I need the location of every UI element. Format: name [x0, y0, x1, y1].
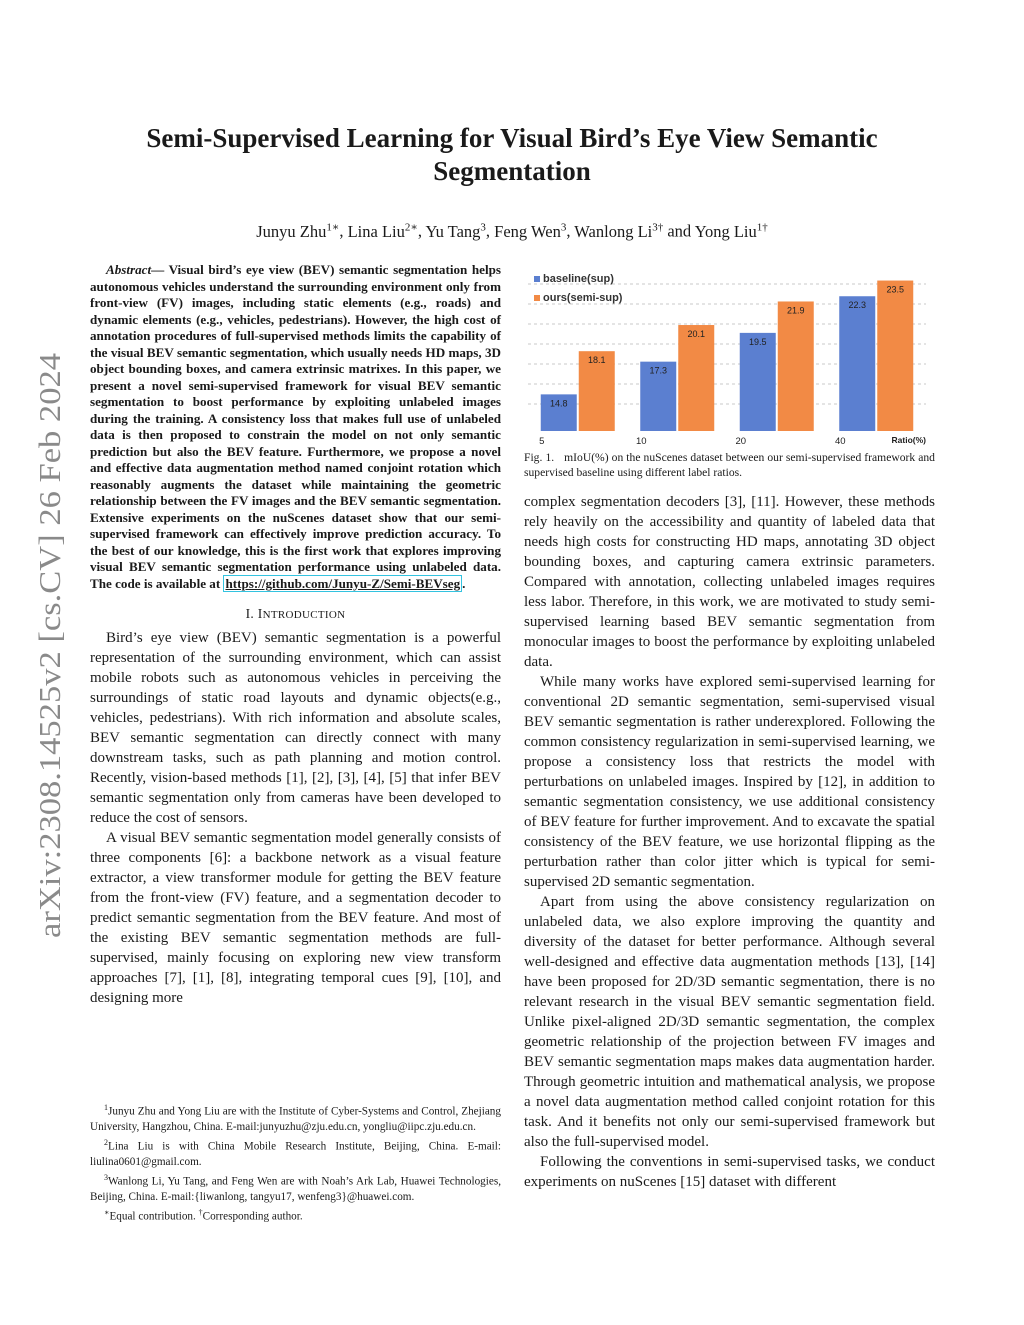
right-column: [524, 268, 935, 1192]
bar-chart: [524, 268, 935, 448]
footnotes: [90, 1100, 501, 1225]
footnote: ∗Equal contribution. †Corresponding author.: [104, 1208, 303, 1224]
abstract-label: Abstract: [106, 262, 152, 277]
bar: [839, 296, 875, 431]
author-entry: Junyu Zhu$^{1∗}$: [256, 221, 340, 241]
figure-1-chart: [524, 268, 935, 448]
body-paragraph: A visual BEV semantic segmentation model generally consists of three components [6]: a backbone network as a visual feature extractor, a view transformer module for getting the BEV feature from the front-view (FV) feature, and a segmentation decoder to predict semantic segmentation from the BEV feature. And most of the existing BEV semantic segmentation methods are full-supervised, mainly focusing on exploring new view transform approaches [7], [1], [8], integrating temporal cues [9], [10], and designing more: [90, 830, 501, 1006]
author-entry: Lina Liu$^{2∗}$: [347, 221, 418, 241]
legend-swatch: [534, 276, 540, 282]
figure-label: Fig. 1.: [524, 451, 555, 464]
body-paragraph: Following the conventions in semi-supervised tasks, we conduct experiments on nuScenes [15] dataset with different: [524, 1154, 935, 1190]
footnote: $^3$Wanlong Li, Yu Tang, and Feng Wen are with Noah’s Ark Lab, Huawei Technologies, Beijing, China. E-mail:{liwanlong, tangyu17, wenfeng3}@huawei.com.: [90, 1173, 501, 1204]
author-entry: Yu Tang$^3$: [425, 221, 486, 241]
code-link[interactable]: https://github.com/Junyu-Z/Semi-BEVseg: [225, 575, 461, 591]
paper-title: Semi-Supervised Learning for Visual Bird’s Eye View Semantic Segmentation: [146, 123, 878, 186]
legend-swatch: [534, 295, 540, 301]
body-paragraph: While many works have explored semi-supervised learning for conventional 2D semantic segmentation, semi-supervised visual BEV semantic segmentation is rather underexplored. Following the common consistency regularization in semi-supervised learning, we propose a consistency loss that restricts the model with perturbations on unlabeled images. Inspired by [12], in addition to semantic segmentation consistency, we use additional consistency of BEV feature for further improvement. And to excavate the spatial consistency of the BEV feature, we use horizontal flipping as the perturbation rather than color jitter which is typical for semi-supervised 2D semantic segmentation.: [524, 674, 935, 890]
bar: [740, 333, 776, 431]
data-label: 19.5: [748, 336, 767, 347]
x-axis-label: Ratio(%): [891, 435, 926, 445]
data-label: 20.1: [687, 329, 706, 340]
x-tick-label: 40: [834, 436, 846, 447]
figure-caption-text: mIoU(%) on the nuScenes dataset between our semi-supervised framework and supervised baseline using different label ratios.: [524, 451, 935, 479]
bar: [678, 325, 714, 431]
figure-caption: [524, 450, 935, 480]
author-entry: Wanlong $Li^{3\dagger}$: [574, 221, 664, 241]
x-tick-label: 10: [635, 436, 647, 447]
data-label: 22.3: [848, 300, 867, 311]
body-paragraph: Apart from using the above consistency regularization on unlabeled data, we also explore improving the quantity and diversity of the dataset for better performance. Although several well-designed and effective data augmentation methods [13], [14] have been proposed for 2D/3D semantic segmentation, there is no relevant research in the visual BEV semantic segmentation field. Unlike pixel-aligned 2D/3D semantic segmentation, the complex geometric relationship of the projection between FV images and BEV semantic segmentation maps makes data augmentation harder. Through geometric intuition and mathematical analysis, we propose a novel data augmentation method called conjoint rotation for this task. And it benefits not only our semi-supervised framework but also the full-supervised model.: [524, 894, 935, 1150]
data-label: 17.3: [649, 365, 668, 376]
bar: [877, 281, 913, 431]
body-paragraph: Bird’s eye view (BEV) semantic segmentation is a powerful representation of the surrounding environment, which can assist mobile robots such as autonomous vehicles in perceiving the surroundings of static road layouts and dynamic objects(e.g., vehicles, pedestrians). With rich information and absolute scales, BEV semantic segmentation can directly connect with many downstream tasks, such as path planning and motion control. Recently, vision-based methods [1], [2], [3], [4], [5] that infer BEV semantic segmentation only from cameras have been developed to reduce the cost of sensors.: [90, 630, 501, 826]
arxiv-stamp-text: arXiv:2308.14525v2 [cs.CV] 26 Feb 2024: [33, 421, 67, 938]
arxiv-stamp: [28, 350, 68, 940]
bar: [778, 301, 814, 431]
author-entry: Feng Wen$^3$: [494, 221, 567, 241]
data-label: 21.9: [786, 305, 805, 316]
left-column: [90, 262, 501, 1008]
author-list: Junyu Zhu$^{1∗}$, Lina Liu$^{2∗}$, Yu Tang$^3$, Feng Wen$^3$, Wanlong $Li^{3\dagger}$ and Yong Liu$^{1\dagger}$: [256, 221, 768, 241]
footnote: $^1$Junyu Zhu and Yong Liu are with the Institute of Cyber-Systems and Control, Zhejiang University, Hangzhou, China. E-mail:junyuzhu@zju.edu.cn, yongliu@iipc.zju.edu.cn.: [90, 1103, 501, 1133]
data-label: 23.5: [886, 284, 905, 295]
data-label: 14.8: [549, 398, 568, 409]
x-tick-label: 20: [735, 436, 747, 447]
abstract: Abstract— Visual bird’s eye view (BEV) semantic segmentation helps autonomous vehicles understand the surrounding environment only from front-view (FV) images, including static elements (e.g., roads) and dynamic elements (e.g., vehicles, pedestrians). However, the high cost of annotation procedures of full-supervised methods limits the capability of the visual BEV semantic segmentation, which usually needs HD maps, 3D object bounding boxes, and camera extrinsic matrixes. In this paper, we present a novel semi-supervised framework for visual BEV semantic segmentation to boost performance by exploiting unlabeled images during the training. A consistency loss that makes full use of unlabeled data is then proposed to constrain the model on not only semantic prediction but also the BEV feature. Furthermore, we propose a novel and effective data augmentation method named conjoint rotation which reasonably augments the dataset while maintaining the geometric relationship between the FV images and the BEV semantic segmentation. Extensive experiments on the nuScenes dataset show that our semi-supervised framework can effectively improve prediction accuracy. To the best of our knowledge, this is the first work that explores improving visual BEV semantic segmentation performance using unlabeled data. The code is available at https://github.com/Junyu-Z/Semi-BEVseg .: [90, 262, 501, 591]
section-heading-introduction: I. INTRODUCTION: [245, 606, 346, 621]
x-tick-label: 5: [539, 436, 545, 447]
author-entry: Yong Liu$^{1\dagger}$: [694, 221, 768, 241]
abstract-text: — Visual bird’s eye view (BEV) semantic segmentation helps autonomous vehicles understand the surrounding environment only from front-view (FV) images, including static elements (e.g., roads) and dynamic elements (e.g., vehicles, pedestrians). However, the high cost of annotation procedures of full-supervised methods limits the capability of the visual BEV semantic segmentation, which usually needs HD maps, 3D object bounding boxes, and camera extrinsic matrixes. In this paper, we present a novel semi-supervised framework for visual BEV semantic segmentation to boost performance by exploiting unlabeled images during the training. A consistency loss that makes full use of unlabeled data is then proposed to constrain the model on not only semantic prediction but also the BEV feature. Furthermore, we propose a novel and effective data augmentation method named conjoint rotation which reasonably augments the dataset while maintaining the geometric relationship between the FV images and the BEV semantic segmentation. Extensive experiments on the nuScenes dataset show that our semi-supervised framework can effectively improve prediction accuracy. To the best of our knowledge, this is the first work that explores improving visual BEV semantic segmentation performance using unlabeled data. The code is available at: [90, 262, 501, 591]
legend-label: ours(semi-sup): [543, 292, 623, 304]
data-label: 18.1: [587, 355, 606, 366]
body-paragraph: complex segmentation decoders [3], [11]. However, these methods rely heavily on the accessibility and quantity of labeled data that needs high costs for constructing HD maps, annotating 3D object bounding boxes, and capturing camera extrinsic parameters. Compared with annotation, collecting unlabeled images requires less labor. Therefore, in this work, we are motivated to study semi-supervised learning based BEV semantic segmentation from monocular images to boost the performance by exploiting unlabeled data.: [524, 494, 935, 670]
legend-label: baseline(sup): [543, 273, 614, 285]
footnote: $^2$Lina Liu is with China Mobile Research Institute, Beijing, China. E-mail: liulina0601@gmail.com.: [90, 1138, 501, 1169]
